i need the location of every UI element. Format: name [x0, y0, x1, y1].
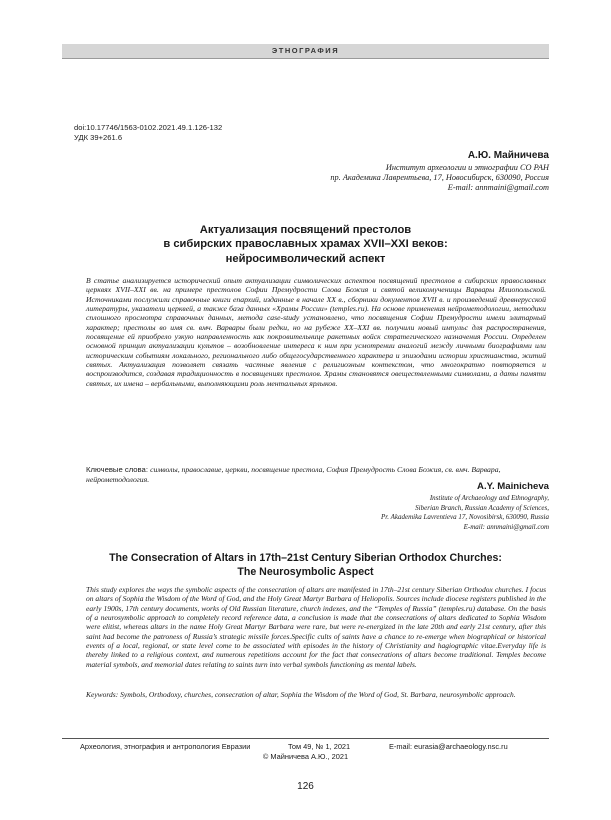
affiliation-en-line: Institute of Archaeology and Ethnography,: [429, 494, 549, 502]
affiliation-ru-line: E-mail: annmaini@gmail.com: [447, 183, 549, 193]
footer-divider: [62, 738, 549, 739]
footer-email: E-mail: eurasia@archaeology.nsc.ru: [389, 742, 508, 751]
affiliation-en: [219, 494, 549, 532]
section-rubric: ЭТНОГРАФИЯ: [62, 44, 549, 59]
title-ru-line: нейросимволический аспект: [225, 252, 386, 265]
affiliation-en-line: Siberian Branch, Russian Academy of Sciences,: [415, 503, 549, 512]
article-title-en: [62, 552, 549, 579]
affiliation-ru-line: пр. Академика Лаврентьева, 17, Новосибирск, 630090, Россия: [330, 173, 549, 183]
keywords-en: [86, 690, 546, 699]
doi: doi:10.17746/1563-0102.2021.49.1.126-132: [74, 123, 223, 132]
affiliation-en-line: Pr. Akademika Lavrentieva 17, Novosibirsk, 630090, Russia: [381, 513, 549, 521]
affiliation-ru: [219, 163, 549, 194]
author-name-ru: А.Ю. Майничева: [467, 150, 549, 161]
abstract-en: This study explores the ways the symbolic aspects of the consecration of altars are manifested in 17th–21st century Siberian Orthodox churches. I focus on altars of Sophia the Wisdom of the Word of God, and the Holy Great Martyr Barbara of Heliopolis. Sources include diocese registers published in the early 1900s, 17th century documents, works of Old Russian literature, church indexes, and the “Temples of Russia” (temples.ru) database. On the basis of a neurosymbolic approach to completely record reference data, a conclusion is made that the consecrations of altars dedicated to Sophia Wisdom were elitist, whereas altars in the name Holy Great Martyr Barbara were rare, but were re-energized in the late 20th and early 21st century, after this saint had become the patroness of Russia’s strategic missile forces.Specific cults of saints have a chance to re-emerge when biographical or historical events of a local, regional, or state level come to be associated with episodes in the history of Christianity and hagiographic vitae.Everyday life is thereby linked to a religious context, and numerous repetitions account for the fact that consecrations of altars become traditional. Temples become material symbols, and memorial dates relating to saints turn into verbal symbols functioning as mental labels.: [86, 585, 546, 669]
title-en-line: The Neurosymbolic Aspect: [237, 565, 374, 578]
title-en-line: The Consecration of Altars in 17th–21st Century Siberian Orthodox Churches:: [109, 552, 502, 564]
footer: [62, 742, 549, 762]
title-ru-line: в сибирских православных храмах XVII–XXI веков:: [163, 238, 448, 251]
affiliation-en-line: E-mail: annmaini@gmail.com: [463, 522, 549, 531]
footer-journal: Археология, этнография и антропология Евразии: [80, 742, 251, 751]
footer-copyright: © Майничева А.Ю., 2021: [262, 752, 349, 761]
keywords-en-text: Symbols, Orthodoxy, churches, consecration of altar, Sophia the Wisdom of the Word of God, St. Barbara, neurosymbolic approach.: [120, 690, 516, 699]
keywords-ru-label: Ключевые слова:: [86, 465, 148, 474]
author-name-en: A.Y. Mainicheva: [477, 481, 549, 492]
keywords-en-label: Keywords:: [86, 690, 119, 699]
page-number: 126: [297, 781, 314, 792]
udk: УДК 39+261.6: [74, 133, 123, 142]
affiliation-ru-line: Институт археологии и этнографии СО РАН: [385, 163, 549, 172]
abstract-ru: В статье анализируется исторический опыт актуализации символических аспектов посвящений престолов в сибирских православных церквях XVII–XXI вв. на примере престолов Софии Премудрости Слова Божия и святой великомученицы Варвары Илиопольской. Источниками послужили справочные книги епархий, изданные в начале XX в., сборники документов XVII в. и произведений древнерусской литературы, указатели церквей, а также база данных «Храмы России» (temples.ru). На основе применения нейрометодологии, методики сплошного просмотра справочных данных, метода case-study установлено, что посвящения Софии Премудрости имели элитарный характер; престолы во имя св. вмч. Варвары были редки, но на рубеже XX–XXI вв. получили новый импульс для распространения, посвящение ей приобрело узкую направленность как покровительнице ракетных войск стратегического назначения России. Определен основной принцип актуализации культов – возобновление интереса к ним при усмотрении аналогий между личными биографиями или историческим событиям локального, регионального либо общегосударственного характера и эпизодами истории христианства, житий святых. Актуализация позволяет связать частные явления с религиозным контекстом, что многократно повторяется и воспроизводится, создавая традиционность в посвящениях престолов. Храмы становятся овеществленными символами, а даты памяти святых, их имена – вербальными, выполняющими роль ментальных ярлыков.: [86, 276, 546, 388]
footer-volume: Том 49, № 1, 2021: [288, 742, 351, 751]
title-ru-line: Актуализация посвящений престолов: [199, 224, 412, 236]
keywords-ru-text: символы, православие, церкви, посвящение престола, София Премудрость Слова Божия, св. вмч. Варвара, нейрометодология.: [86, 465, 501, 484]
article-title-ru: [62, 223, 549, 266]
